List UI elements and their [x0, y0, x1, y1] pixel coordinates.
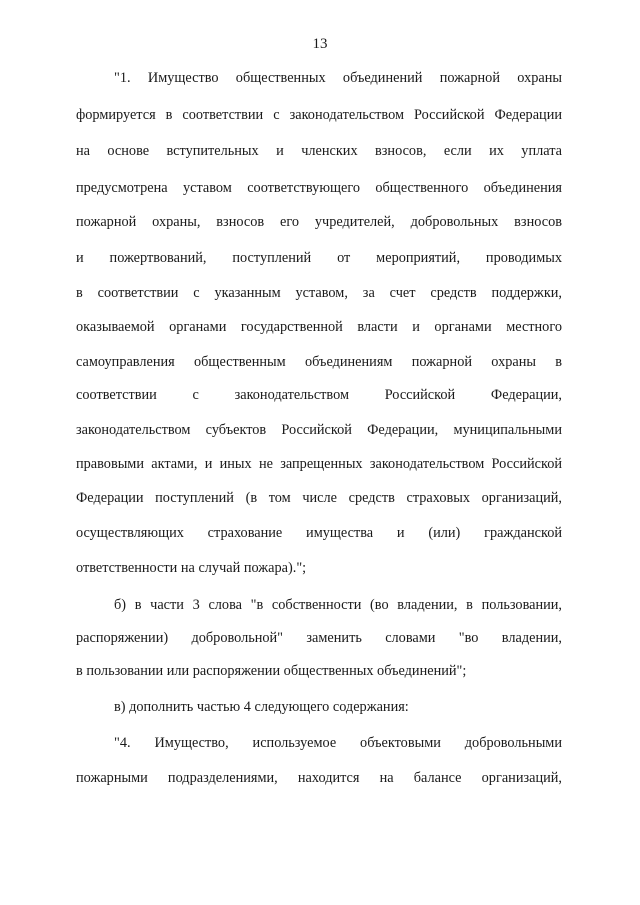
paragraph-line: правовыми актами, и иных не запрещенных законодательством Российской — [76, 456, 562, 472]
page-number: 13 — [312, 36, 328, 52]
paragraph-line: предусмотрена уставом соответствующего общественного объединения — [76, 180, 562, 196]
paragraph-line: в соответствии с указанным уставом, за счет средств поддержки, — [76, 285, 562, 301]
paragraph-line: осуществляющих страхование имущества и (или) гражданской — [76, 525, 562, 541]
paragraph-line: пожарными подразделениями, находится на балансе организаций, — [76, 770, 562, 786]
paragraph-line: формируется в соответствии с законодательством Российской Федерации — [76, 107, 562, 123]
paragraph-line: на основе вступительных и членских взносов, если их уплата — [76, 143, 562, 159]
paragraph-line: оказываемой органами государственной власти и органами местного — [76, 319, 562, 335]
paragraph-line: "1. Имущество общественных объединений пожарной охраны — [114, 70, 562, 86]
paragraph-line: Федерации поступлений (в том числе средств страховых организаций, — [76, 490, 562, 506]
paragraph-line: "4. Имущество, используемое объектовыми добровольными — [114, 735, 562, 751]
paragraph-line: пожарной охраны, взносов его учредителей, добровольных взносов — [76, 214, 562, 230]
paragraph-line: ответственности на случай пожара)."; — [76, 560, 307, 576]
paragraph-line: распоряжении) добровольной" заменить словами "во владении, — [76, 630, 562, 646]
paragraph-line: законодательством субъектов Российской Федерации, муниципальными — [76, 422, 562, 438]
paragraph-line: самоуправления общественным объединениям пожарной охраны в — [76, 354, 562, 370]
paragraph-line: б) в части 3 слова "в собственности (во владении, в пользовании, — [114, 597, 562, 613]
paragraph-line: в) дополнить частью 4 следующего содержания: — [114, 699, 409, 715]
paragraph-line: и пожертвований, поступлений от мероприятий, проводимых — [76, 250, 562, 266]
paragraph-line: в пользовании или распоряжении общественных объединений"; — [76, 663, 467, 679]
paragraph-line: соответствии с законодательством Российской Федерации, — [76, 387, 562, 403]
